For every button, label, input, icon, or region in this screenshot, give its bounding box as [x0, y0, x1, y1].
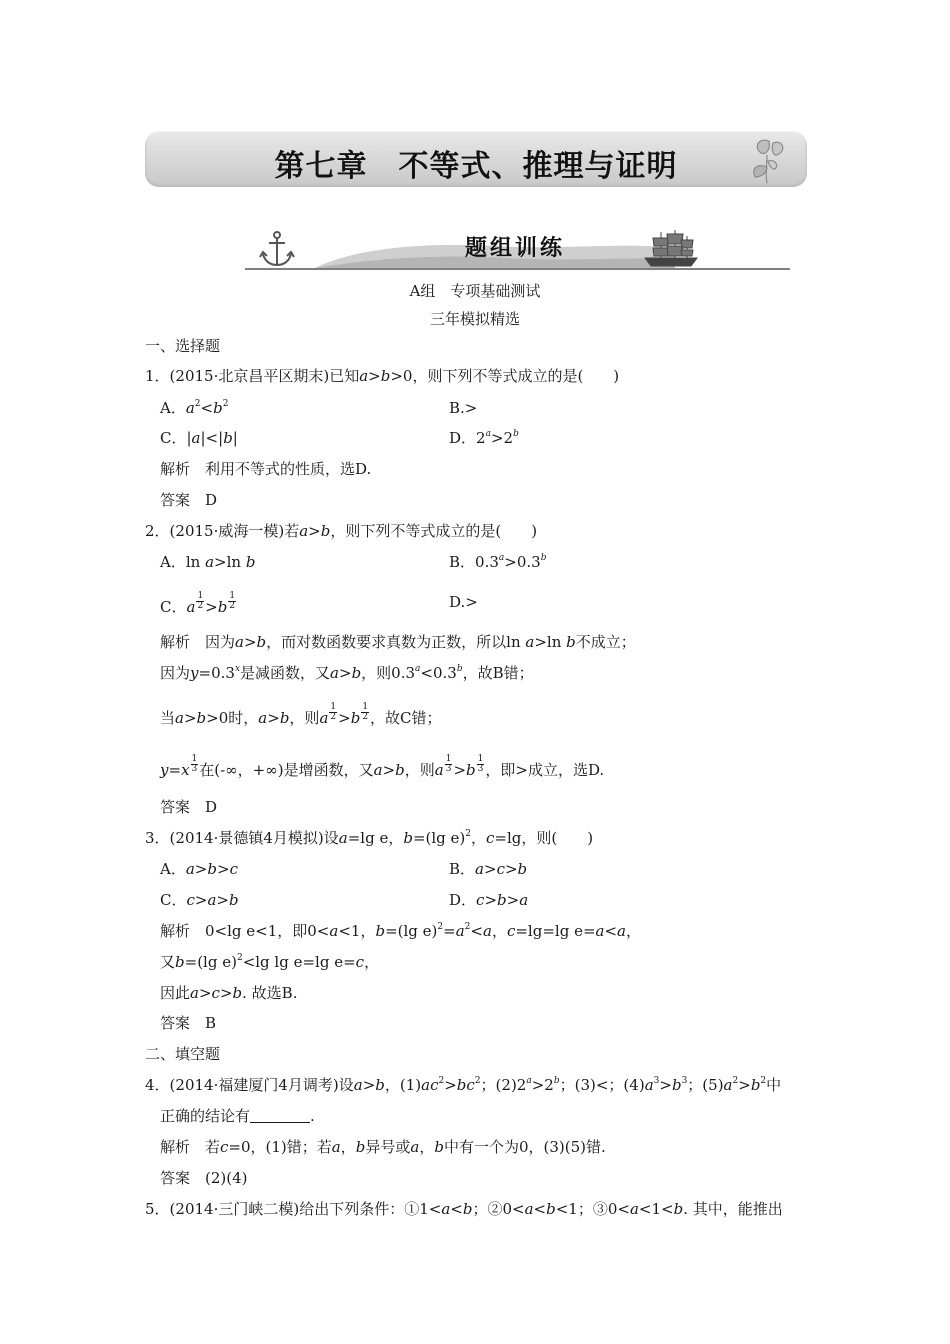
- q1-option-b: B.>: [449, 399, 478, 417]
- q2-analysis-line1: 解析 因为a>b，而对数函数要求真数为正数，所以ln a>ln b不成立；: [160, 633, 636, 651]
- q1-option-d: D．$2^a>2^b$: [449, 429, 519, 447]
- q3-option-c: C．c>a>b: [160, 891, 239, 909]
- q4-analysis: 解析 若c=0，(1)错；若a，b异号或a，b中有一个为0，(3)(5)错.: [160, 1138, 606, 1156]
- q3-analysis-line1: 解析 0<lg e<1，即0<a<1，b=(lg $e)^2=a^2<a$，c=lg=lg e=a<a，: [160, 922, 642, 940]
- section-banner: [245, 228, 790, 272]
- q2-option-b: B．0.3$^a$>0.3$^b$: [449, 553, 547, 571]
- q4-line2: 正确的结论有 .: [160, 1107, 315, 1125]
- q3-stem: 3．(2014·景德镇4月模拟)设a=lg e，b=(lg e)$^2$，c=lg，则( ): [145, 829, 594, 847]
- part1-heading: 一、选择题: [145, 337, 221, 355]
- anchor-icon: [257, 230, 297, 268]
- q2-answer: 答案 D: [160, 798, 218, 816]
- q3-option-d: D．c>b>a: [449, 891, 529, 909]
- q1-option-a: A．$a^2<b^2$: [160, 399, 229, 417]
- q2-analysis-line2: 因为$y=0.3^x$是减函数，又a>b，则0.3$^a$<0.3$^b$，故B错；: [160, 664, 534, 682]
- flower-icon: [741, 133, 791, 185]
- part2-heading: 二、填空题: [145, 1045, 221, 1063]
- q1-analysis: 解析 利用不等式的性质，选D.: [160, 460, 372, 478]
- q3-option-b: B．a>c>b: [449, 860, 528, 878]
- q4-answer: 答案 (2)(4): [160, 1169, 248, 1187]
- q5-stem: 5．(2014·三门峡二模)给出下列条件：①1<a<b；②0<a<b<1；③0<a<1<b. 其中，能推出: [145, 1200, 783, 1218]
- q2-option-d: D.>: [449, 593, 478, 611]
- q4-stem: 4．(2014·福建厦门4月调考)设a>b，$(1)ac^2>bc^2$；$(2)2^a>2^b$；(3)<；$(4)a^3>b^3$；$(5)a^2>b^2$中: [145, 1076, 782, 1094]
- ship-icon: [641, 228, 701, 268]
- group-heading: A组 专项基础测试: [409, 282, 541, 300]
- answer-blank: [250, 1108, 310, 1123]
- q2-stem: 2．(2015·威海一模)若a>b，则下列不等式成立的是( ): [145, 522, 538, 540]
- group-subheading: 三年模拟精选: [429, 310, 520, 328]
- chapter-title: 第七章 不等式、推理与证明: [274, 149, 678, 184]
- q3-analysis-line3: 因此a>c>b. 故选B.: [160, 984, 298, 1002]
- q1-stem: 1．(2015·北京昌平区期末)已知a>b>0，则下列不等式成立的是( ): [145, 367, 620, 385]
- section-title: 题组训练: [464, 236, 565, 261]
- q2-option-c: C．a $\frac{1}{2}$ >b $\frac{1}{2}$: [160, 591, 236, 616]
- q1-answer: 答案 D: [160, 491, 218, 509]
- q2-analysis-line4: y=x $\frac{1}{3}$ 在(-∞，+∞)是增函数，又a>b，则a $\frac{1}{3}$ >b $\frac{1}{3}$ ，即>成立，选D.: [160, 754, 605, 779]
- q2-analysis-line3: 当a>b>0时，a>b，则a $\frac{1}{2}$ >b $\frac{1}{2}$ ，故C错；: [160, 702, 442, 727]
- q3-option-a: A．a>b>c: [160, 860, 238, 878]
- q1-option-c: C．|a|<|b|: [160, 429, 238, 447]
- q2-option-a: A．ln a>ln b: [160, 553, 256, 571]
- q3-analysis-line2: 又b=(lg e)$^2$<lg lg e=lg e=c，: [160, 953, 380, 971]
- chapter-banner: [145, 131, 807, 187]
- q3-answer: 答案 B: [160, 1014, 217, 1032]
